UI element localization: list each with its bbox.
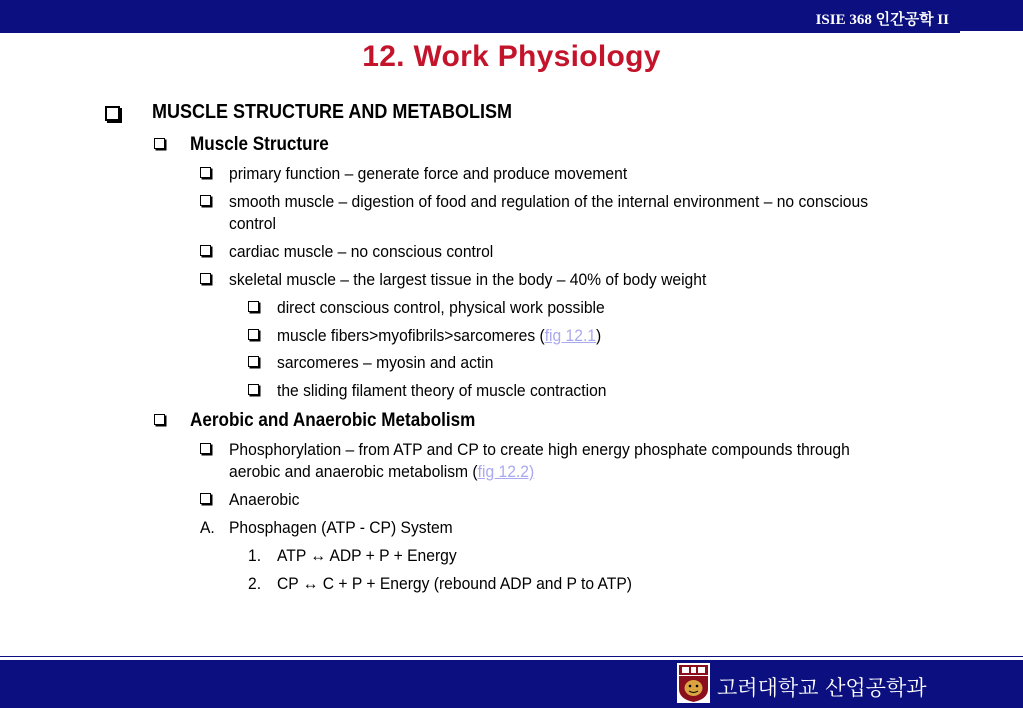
checkbox-bullet-icon (154, 138, 165, 149)
subheading-muscle-structure: Muscle Structure (190, 134, 329, 155)
list-item-text: the sliding filament theory of muscle contraction (277, 381, 607, 400)
page-title: 12. Work Physiology (362, 40, 661, 73)
fig-12-1-link[interactable]: fig 12.1 (544, 326, 596, 345)
fibers-text: muscle fibers>myofibrils>sarcomeres ( (277, 326, 545, 345)
list-item-text: primary function – generate force and produce movement (229, 164, 628, 183)
checkbox-bullet-icon (248, 301, 259, 312)
university-logo-icon (677, 663, 710, 703)
checkbox-bullet-icon (248, 329, 259, 340)
list-item-text: sarcomeres – myosin and actin (277, 353, 494, 372)
phosphorylation-text: aerobic and anaerobic metabolism ( (229, 462, 478, 481)
subheading-metabolism: Aerobic and Anaerobic Metabolism (190, 410, 476, 431)
fig-12-2-link[interactable]: fig 12.2) (477, 462, 535, 481)
checkbox-bullet-icon (200, 167, 211, 178)
list-marker: 2. (248, 574, 262, 593)
list-marker: 1. (248, 546, 262, 565)
list-item-text: Phosphagen (ATP - CP) System (229, 518, 453, 537)
footer-label: 고려대학교 산업공학과 (717, 676, 927, 700)
list-item-text: control (229, 214, 276, 233)
list-item-text: CP ↔ C + P + Energy (rebound ADP and P to ATP) (277, 574, 633, 593)
checkbox-bullet-icon (248, 356, 259, 367)
checkbox-bullet-icon (200, 493, 211, 504)
list-item-text (229, 461, 534, 483)
checkbox-bullet-icon (200, 443, 211, 454)
list-item-text: skeletal muscle – the largest tissue in the body – 40% of body weight (229, 270, 707, 289)
list-item-text: Anaerobic (229, 490, 300, 509)
header-rule (0, 31, 960, 33)
checkbox-bullet-icon (200, 273, 211, 284)
section-heading: MUSCLE STRUCTURE AND METABOLISM (152, 101, 512, 123)
list-item-text: cardiac muscle – no conscious control (229, 242, 494, 261)
list-item-text (277, 325, 601, 347)
list-marker: A. (200, 518, 215, 537)
checkbox-bullet-icon (248, 384, 259, 395)
checkbox-bullet-icon (154, 414, 165, 425)
footer-rule (0, 656, 1023, 657)
list-item-text: Phosphorylation – from ATP and CP to create high energy phosphate compounds through (229, 440, 850, 459)
checkbox-bullet-icon (200, 245, 211, 256)
course-label: ISIE 368 인간공학 II (815, 12, 949, 28)
list-item-text: smooth muscle – digestion of food and regulation of the internal environment – no conscious (229, 192, 869, 211)
fibers-suffix: ) (595, 326, 602, 345)
list-item-text: ATP ↔ ADP + P + Energy (277, 546, 457, 565)
checkbox-bullet-icon (105, 106, 120, 121)
checkbox-bullet-icon (200, 195, 211, 206)
list-item-text: direct conscious control, physical work possible (277, 298, 605, 317)
